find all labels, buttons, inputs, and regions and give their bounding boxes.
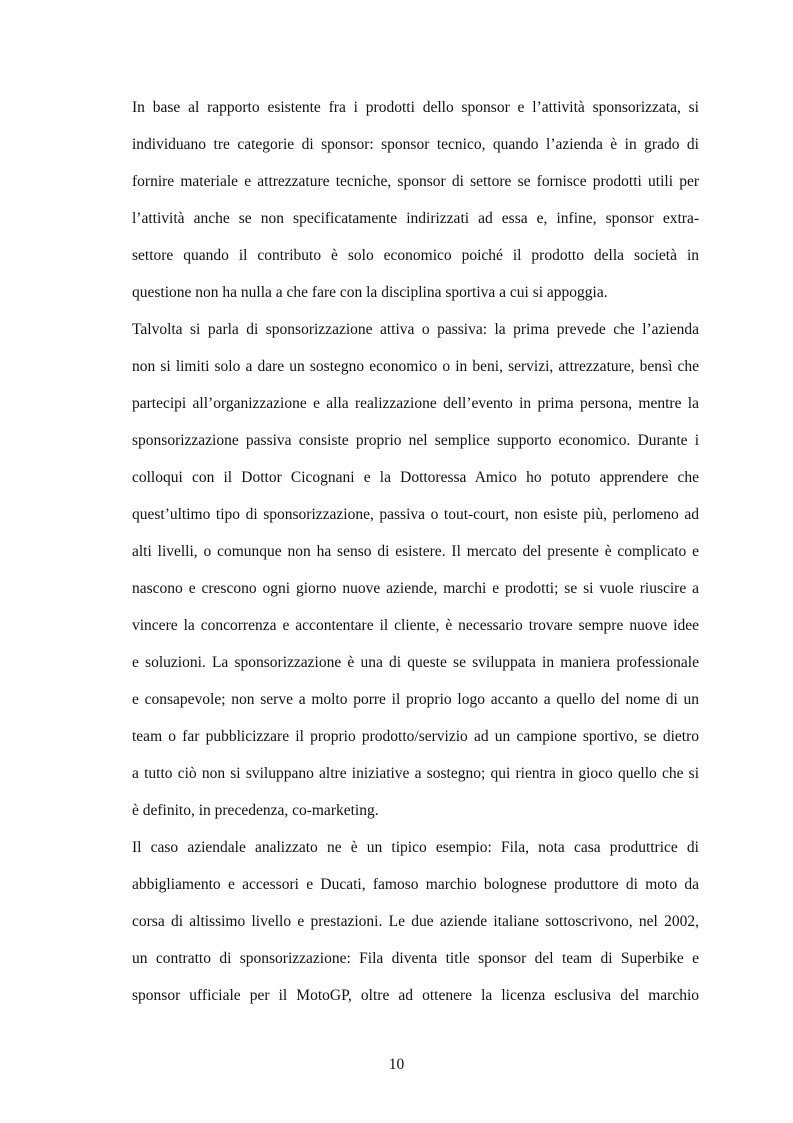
text-line: vincere la concorrenza e accontentare il cliente, è necessario trovare sempre nuove idee: [132, 617, 699, 634]
text-line: fornire materiale e attrezzature tecniche, sponsor di settore se fornisce prodotti utili per: [132, 173, 699, 190]
paragraph-sponsor-categories: [132, 89, 699, 311]
text-line: team o far pubblicizzare il proprio prodotto/servizio ad un campione sportivo, se dietro: [132, 728, 699, 745]
text-line: Talvolta si parla di sponsorizzazione attiva o passiva: la prima prevede che l’azienda: [132, 321, 699, 338]
text-line: è definito, in precedenza, co-marketing.: [132, 802, 379, 819]
text-line: In base al rapporto esistente fra i prodotti dello sponsor e l’attività sponsorizzata, si: [132, 99, 699, 116]
text-line: corsa di altissimo livello e prestazioni. Le due aziende italiane sottoscrivono, nel 2002,: [132, 913, 699, 930]
text-line: settore quando il contributo è solo economico poiché il prodotto della società in: [132, 247, 699, 264]
text-line: non si limiti solo a dare un sostegno economico o in beni, servizi, attrezzature, bensì che: [132, 358, 699, 375]
text-line: sponsorizzazione passiva consiste proprio nel semplice supporto economico. Durante i: [132, 432, 699, 449]
text-line: a tutto ciò non si sviluppano altre iniziative a sostegno; qui rientra in gioco quello che si: [132, 765, 699, 782]
text-line: e consapevole; non serve a molto porre il proprio logo accanto a quello del nome di un: [132, 691, 699, 708]
text-line: alti livelli, o comunque non ha senso di esistere. Il mercato del presente è complicato e: [132, 543, 699, 560]
text-line: l’attività anche se non specificatamente indirizzati ad essa e, infine, sponsor extra-: [132, 210, 699, 227]
text-line: abbigliamento e accessori e Ducati, famoso marchio bolognese produttore di moto da: [132, 876, 699, 893]
text-line: questione non ha nulla a che fare con la disciplina sportiva a cui si appoggia.: [132, 284, 608, 301]
text-line: sponsor ufficiale per il MotoGP, oltre ad ottenere la licenza esclusiva del marchio: [132, 987, 699, 1004]
paragraph-active-passive: [132, 311, 699, 829]
text-line: colloqui con il Dottor Cicognani e la Dottoressa Amico ho potuto apprendere che: [132, 469, 699, 486]
page-number: 10: [388, 1056, 405, 1073]
text-line: e soluzioni. La sponsorizzazione è una di queste se sviluppata in maniera professionale: [132, 654, 699, 671]
body-text: [132, 89, 699, 1014]
text-line: quest’ultimo tipo di sponsorizzazione, passiva o tout-court, non esiste più, perlomeno ad: [132, 506, 699, 523]
text-line: nascono e crescono ogni giorno nuove aziende, marchi e prodotti; se si vuole riuscire a: [132, 580, 699, 597]
text-line: individuano tre categorie di sponsor: sponsor tecnico, quando l’azienda è in grado di: [132, 136, 699, 153]
paragraph-case-study: [132, 829, 699, 1014]
text-line: un contratto di sponsorizzazione: Fila diventa title sponsor del team di Superbike e: [132, 950, 699, 967]
text-line: Il caso aziendale analizzato ne è un tipico esempio: Fila, nota casa produttrice di: [132, 839, 699, 856]
text-line: partecipi all’organizzazione e alla realizzazione dell’evento in prima persona, mentre la: [132, 395, 699, 412]
